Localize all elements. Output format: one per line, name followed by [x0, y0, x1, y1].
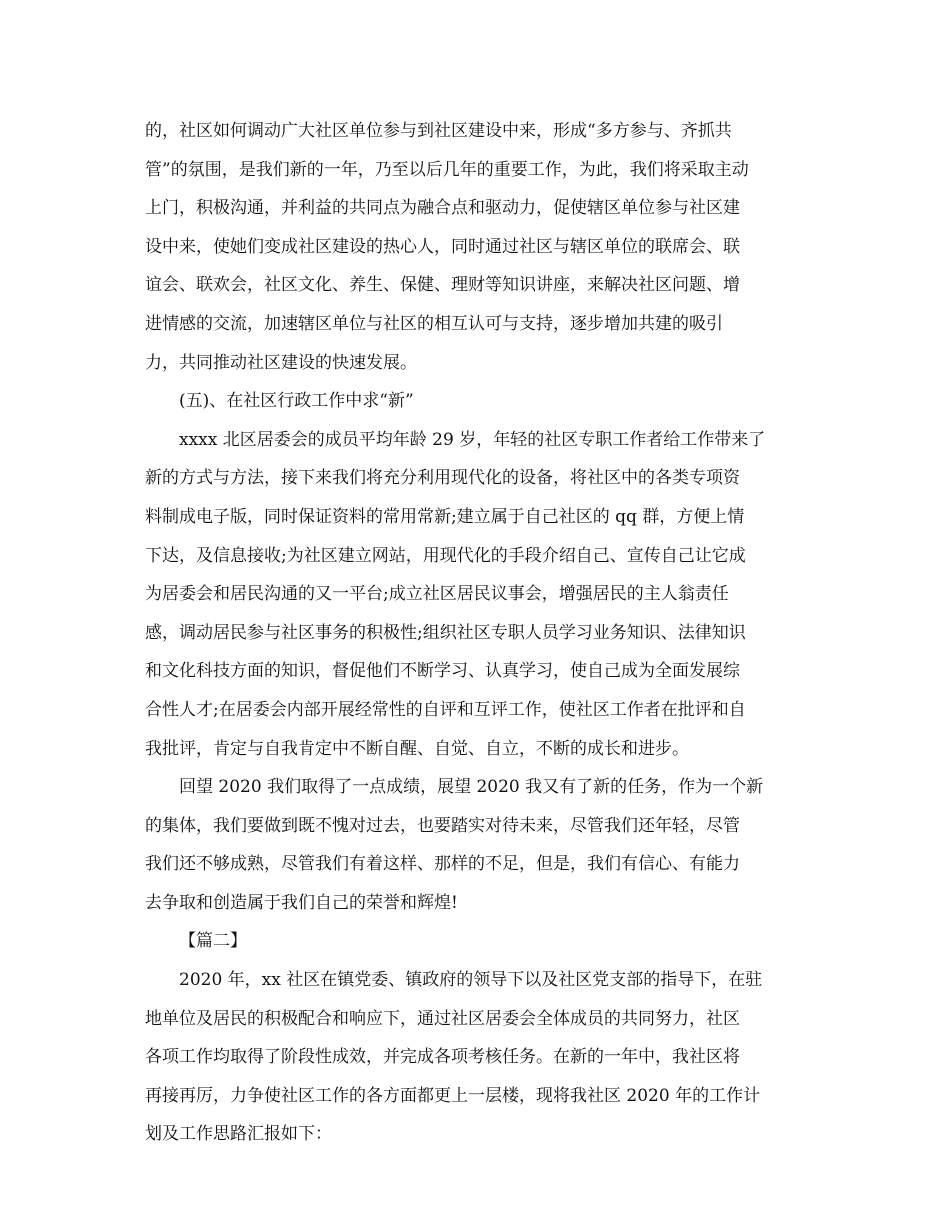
- text-line: 进情感的交流，加速辖区单位与社区的相互认可与支持，逐步增加共建的吸引: [145, 313, 723, 334]
- text-line: 划及工作思路汇报如下：: [145, 1124, 332, 1145]
- text-line: 力，共同推动社区建设的快速发展。: [145, 352, 417, 373]
- text-line: 谊会、联欢会，社区文化、养生、保健、理财等知识讲座，来解决社区问题、增: [145, 275, 740, 296]
- text-line: 2020 年，xx 社区在镇党委、镇政府的领导下以及社区党支部的指导下，在驻: [179, 970, 763, 991]
- text-line: 料制成电子版，同时保证资料的常用常新;建立属于自己社区的 qq 群，方便上情: [145, 506, 745, 527]
- text-line: 和文化科技方面的知识，督促他们不断学习、认真学习，使自己成为全面发展综: [145, 661, 740, 682]
- text-line: 的，社区如何调动广大社区单位参与到社区建设中来，形成“多方参与、齐抓共: [145, 121, 732, 141]
- text-line: 设中来，使她们变成社区建设的热心人，同时通过社区与辖区单位的联席会、联: [145, 236, 740, 257]
- text-line: 地单位及居民的积极配合和响应下，通过社区居委会全体成员的共同努力，社区: [145, 1008, 740, 1029]
- text-line: 新的方式与方法，接下来我们将充分利用现代化的设备，将社区中的各类专项资: [145, 468, 740, 489]
- text-line: 我们还不够成熟，尽管我们有着这样、那样的不足，但是，我们有信心、有能力: [145, 854, 740, 875]
- text-line: 再接再厉，力争使社区工作的各方面都更上一层楼，现将我社区 2020 年的工作计: [145, 1085, 761, 1106]
- text-line: 各项工作均取得了阶段性成效，并完成各项考核任务。在新的一年中，我社区将: [145, 1047, 740, 1068]
- text-line: (五)、在社区行政工作中求“新”: [179, 391, 414, 412]
- text-line: 回望 2020 我们取得了一点成绩，展望 2020 我又有了新的任务，作为一个新: [179, 777, 764, 798]
- text-line: 下达，及信息接收;为社区建立网站，用现代化的手段介绍自己、宣传自己让它成: [145, 545, 746, 566]
- text-line: 为居委会和居民沟通的又一平台;成立社区居民议事会，增强居民的主人翁责任: [145, 584, 729, 605]
- text-line: 去争取和创造属于我们自己的荣誉和辉煌!: [145, 892, 458, 913]
- text-line: xxxx 北区居委会的成员平均年龄 29 岁，年轻的社区专职工作者给工作带来了: [179, 429, 766, 450]
- text-line: 我批评，肯定与自我肯定中不断自醒、自觉、自立，不断的成长和进步。: [145, 738, 689, 759]
- text-line: 【篇二】: [179, 931, 247, 952]
- text-line: 管”的氛围，是我们新的一年，乃至以后几年的重要工作，为此，我们将采取主动: [145, 159, 749, 180]
- text-line: 的集体，我们要做到既不愧对过去，也要踏实对待未来，尽管我们还年轻，尽管: [145, 815, 740, 836]
- text-line: 上门，积极沟通，并利益的共同点为融合点和驱动力，促使辖区单位参与社区建: [145, 198, 740, 219]
- document-body: [145, 112, 810, 1154]
- text-line: 感，调动居民参与社区事务的积极性;组织社区专职人员学习业务知识、法律知识: [145, 622, 746, 643]
- text-line: 合性人才;在居委会内部开展经常性的自评和互评工作，使社区工作者在批评和自: [145, 699, 746, 720]
